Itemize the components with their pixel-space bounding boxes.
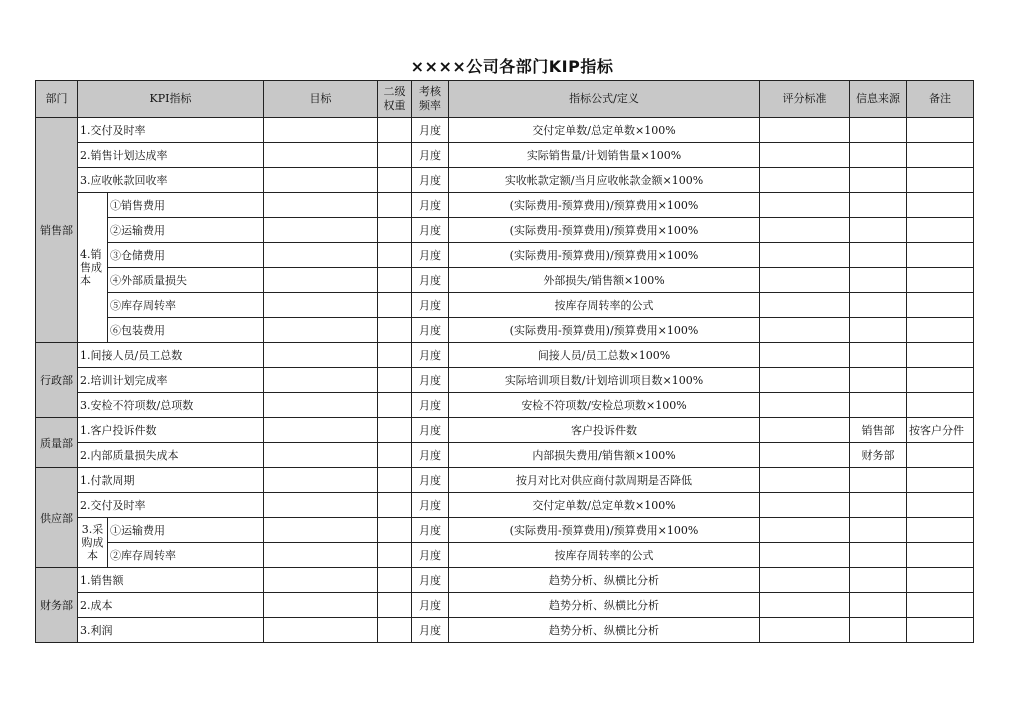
header-dept: 部门: [36, 81, 78, 118]
weight-cell[interactable]: [378, 243, 412, 268]
freq-cell[interactable]: 月度: [412, 168, 449, 193]
formula-cell[interactable]: (实际费用-预算费用)/预算费用×100%: [449, 318, 760, 343]
scoring-cell[interactable]: [760, 243, 850, 268]
formula-cell[interactable]: 趋势分析、纵横比分析: [449, 593, 760, 618]
kpi-cell[interactable]: 1.客户投诉件数: [78, 418, 264, 443]
freq-cell[interactable]: 月度: [412, 343, 449, 368]
kpi-cell[interactable]: ⑥包装费用: [108, 318, 264, 343]
weight-cell[interactable]: [378, 368, 412, 393]
weight-cell[interactable]: [378, 443, 412, 468]
weight-cell[interactable]: [378, 543, 412, 568]
header-scoring: 评分标准: [760, 81, 850, 118]
target-cell[interactable]: [264, 268, 378, 293]
kpi-cell[interactable]: ②运输费用: [108, 218, 264, 243]
note-cell[interactable]: [907, 493, 974, 518]
formula-cell[interactable]: (实际费用-预算费用)/预算费用×100%: [449, 518, 760, 543]
formula-cell[interactable]: 实际销售量/计划销售量×100%: [449, 143, 760, 168]
header-note: 备注: [907, 81, 974, 118]
formula-cell[interactable]: 内部损失费用/销售额×100%: [449, 443, 760, 468]
kpi-cell[interactable]: 3.利润: [78, 618, 264, 643]
header-row: [36, 81, 974, 118]
subgroup-sales-cost: 4.销售成本: [78, 193, 108, 343]
note-cell[interactable]: [907, 168, 974, 193]
note-cell[interactable]: [907, 543, 974, 568]
kpi-cell[interactable]: 1.交付及时率: [78, 118, 264, 143]
target-cell[interactable]: [264, 493, 378, 518]
freq-cell[interactable]: 月度: [412, 218, 449, 243]
formula-cell[interactable]: 安检不符项数/安检总项数×100%: [449, 393, 760, 418]
source-cell[interactable]: [850, 393, 907, 418]
kpi-cell[interactable]: ①运输费用: [108, 518, 264, 543]
weight-cell[interactable]: [378, 268, 412, 293]
target-cell[interactable]: [264, 343, 378, 368]
freq-cell[interactable]: 月度: [412, 193, 449, 218]
freq-cell[interactable]: 月度: [412, 118, 449, 143]
kpi-cell[interactable]: 1.间接人员/员工总数: [78, 343, 264, 368]
formula-cell[interactable]: 交付定单数/总定单数×100%: [449, 493, 760, 518]
kpi-table: [35, 80, 974, 643]
source-cell[interactable]: [850, 293, 907, 318]
table-row: [36, 518, 974, 543]
note-cell[interactable]: [907, 343, 974, 368]
target-cell[interactable]: [264, 368, 378, 393]
table-row: [36, 293, 974, 318]
scoring-cell[interactable]: [760, 143, 850, 168]
target-cell[interactable]: [264, 443, 378, 468]
table-row: [36, 193, 974, 218]
kpi-cell[interactable]: 2.培训计划完成率: [78, 368, 264, 393]
table-row: [36, 243, 974, 268]
table-row: [36, 368, 974, 393]
target-cell[interactable]: [264, 293, 378, 318]
source-cell[interactable]: 财务部: [850, 443, 907, 468]
formula-cell[interactable]: 实收帐款定额/当月应收帐款金额×100%: [449, 168, 760, 193]
weight-cell[interactable]: [378, 168, 412, 193]
weight-cell[interactable]: [378, 143, 412, 168]
freq-cell[interactable]: 月度: [412, 293, 449, 318]
freq-cell[interactable]: 月度: [412, 468, 449, 493]
table-row: [36, 568, 974, 593]
header-source: 信息来源: [850, 81, 907, 118]
dept-sales: 销售部: [36, 118, 78, 343]
source-cell[interactable]: [850, 368, 907, 393]
note-cell[interactable]: [907, 218, 974, 243]
note-cell[interactable]: [907, 368, 974, 393]
scoring-cell[interactable]: [760, 593, 850, 618]
target-cell[interactable]: [264, 393, 378, 418]
weight-cell[interactable]: [378, 318, 412, 343]
weight-cell[interactable]: [378, 568, 412, 593]
table-row: [36, 468, 974, 493]
scoring-cell[interactable]: [760, 193, 850, 218]
header-formula: 指标公式/定义: [449, 81, 760, 118]
kpi-cell[interactable]: ①销售费用: [108, 193, 264, 218]
source-cell[interactable]: [850, 218, 907, 243]
source-cell[interactable]: [850, 568, 907, 593]
formula-cell[interactable]: 外部损失/销售额×100%: [449, 268, 760, 293]
note-cell[interactable]: [907, 468, 974, 493]
dept-supply: 供应部: [36, 468, 78, 568]
kpi-cell[interactable]: ②库存周转率: [108, 543, 264, 568]
table-row: [36, 618, 974, 643]
target-cell[interactable]: [264, 593, 378, 618]
note-cell[interactable]: [907, 443, 974, 468]
source-cell[interactable]: [850, 543, 907, 568]
formula-cell[interactable]: (实际费用-预算费用)/预算费用×100%: [449, 218, 760, 243]
table-row: [36, 168, 974, 193]
source-cell[interactable]: [850, 143, 907, 168]
source-cell[interactable]: [850, 343, 907, 368]
scoring-cell[interactable]: [760, 293, 850, 318]
formula-cell[interactable]: 间接人员/员工总数×100%: [449, 343, 760, 368]
freq-cell[interactable]: 月度: [412, 143, 449, 168]
kpi-cell[interactable]: 2.内部质量损失成本: [78, 443, 264, 468]
table-row: [36, 543, 974, 568]
dept-finance: 财务部: [36, 568, 78, 643]
weight-cell[interactable]: [378, 593, 412, 618]
freq-cell[interactable]: 月度: [412, 493, 449, 518]
scoring-cell[interactable]: [760, 468, 850, 493]
note-cell[interactable]: [907, 593, 974, 618]
dept-quality: 质量部: [36, 418, 78, 468]
weight-cell[interactable]: [378, 518, 412, 543]
freq-cell[interactable]: 月度: [412, 368, 449, 393]
target-cell[interactable]: [264, 218, 378, 243]
source-cell[interactable]: [850, 193, 907, 218]
freq-cell[interactable]: 月度: [412, 243, 449, 268]
table-row: [36, 493, 974, 518]
weight-cell[interactable]: [378, 618, 412, 643]
target-cell[interactable]: [264, 318, 378, 343]
freq-cell[interactable]: 月度: [412, 443, 449, 468]
kpi-cell[interactable]: 1.销售额: [78, 568, 264, 593]
scoring-cell[interactable]: [760, 443, 850, 468]
kpi-cell[interactable]: 2.交付及时率: [78, 493, 264, 518]
freq-cell[interactable]: 月度: [412, 593, 449, 618]
freq-cell[interactable]: 月度: [412, 618, 449, 643]
weight-cell[interactable]: [378, 468, 412, 493]
formula-cell[interactable]: 客户投诉件数: [449, 418, 760, 443]
note-cell[interactable]: [907, 268, 974, 293]
scoring-cell[interactable]: [760, 418, 850, 443]
weight-cell[interactable]: [378, 193, 412, 218]
table-row: [36, 218, 974, 243]
weight-cell[interactable]: [378, 293, 412, 318]
freq-cell[interactable]: 月度: [412, 568, 449, 593]
page-title: ××××公司各部门KIP指标: [410, 57, 614, 76]
formula-cell[interactable]: 交付定单数/总定单数×100%: [449, 118, 760, 143]
source-cell[interactable]: [850, 243, 907, 268]
note-cell[interactable]: [907, 618, 974, 643]
kpi-cell[interactable]: ④外部质量损失: [108, 268, 264, 293]
note-cell[interactable]: [907, 393, 974, 418]
weight-cell[interactable]: [378, 118, 412, 143]
scoring-cell[interactable]: [760, 118, 850, 143]
dept-admin: 行政部: [36, 343, 78, 418]
kpi-cell[interactable]: 1.付款周期: [78, 468, 264, 493]
freq-cell[interactable]: 月度: [412, 393, 449, 418]
weight-cell[interactable]: [378, 418, 412, 443]
scoring-cell[interactable]: [760, 393, 850, 418]
weight-cell[interactable]: [378, 218, 412, 243]
table-row: [36, 418, 974, 443]
scoring-cell[interactable]: [760, 318, 850, 343]
header-target: 目标: [264, 81, 378, 118]
target-cell[interactable]: [264, 418, 378, 443]
freq-cell[interactable]: 月度: [412, 268, 449, 293]
subgroup-purchase-cost: 3.采购成本: [78, 518, 108, 568]
note-cell[interactable]: [907, 118, 974, 143]
kpi-cell[interactable]: ③仓储费用: [108, 243, 264, 268]
scoring-cell[interactable]: [760, 518, 850, 543]
formula-cell[interactable]: 按库存周转率的公式: [449, 543, 760, 568]
scoring-cell[interactable]: [760, 268, 850, 293]
target-cell[interactable]: [264, 118, 378, 143]
source-cell[interactable]: [850, 468, 907, 493]
target-cell[interactable]: [264, 568, 378, 593]
table-row: [36, 393, 974, 418]
source-cell[interactable]: [850, 518, 907, 543]
formula-cell[interactable]: (实际费用-预算费用)/预算费用×100%: [449, 193, 760, 218]
kpi-cell[interactable]: 3.安检不符项数/总项数: [78, 393, 264, 418]
weight-cell[interactable]: [378, 493, 412, 518]
target-cell[interactable]: [264, 193, 378, 218]
note-cell[interactable]: 按客户分件: [907, 418, 974, 443]
target-cell[interactable]: [264, 243, 378, 268]
target-cell[interactable]: [264, 543, 378, 568]
weight-cell[interactable]: [378, 393, 412, 418]
formula-cell[interactable]: 趋势分析、纵横比分析: [449, 568, 760, 593]
kpi-cell[interactable]: 2.成本: [78, 593, 264, 618]
table-row: [36, 318, 974, 343]
scoring-cell[interactable]: [760, 218, 850, 243]
freq-cell[interactable]: 月度: [412, 518, 449, 543]
note-cell[interactable]: [907, 518, 974, 543]
target-cell[interactable]: [264, 468, 378, 493]
table-row: [36, 118, 974, 143]
formula-cell[interactable]: 按月对比对供应商付款周期是否降低: [449, 468, 760, 493]
note-cell[interactable]: [907, 143, 974, 168]
target-cell[interactable]: [264, 168, 378, 193]
source-cell[interactable]: [850, 318, 907, 343]
table-row: [36, 593, 974, 618]
scoring-cell[interactable]: [760, 343, 850, 368]
note-cell[interactable]: [907, 293, 974, 318]
scoring-cell[interactable]: [760, 168, 850, 193]
note-cell[interactable]: [907, 193, 974, 218]
source-cell[interactable]: [850, 493, 907, 518]
table-row: [36, 343, 974, 368]
source-cell[interactable]: [850, 268, 907, 293]
weight-cell[interactable]: [378, 343, 412, 368]
kpi-cell[interactable]: 2.销售计划达成率: [78, 143, 264, 168]
table-row: [36, 443, 974, 468]
formula-cell[interactable]: (实际费用-预算费用)/预算费用×100%: [449, 243, 760, 268]
scoring-cell[interactable]: [760, 568, 850, 593]
header-kpi: KPI指标: [78, 81, 264, 118]
formula-cell[interactable]: 实际培训项目数/计划培训项目数×100%: [449, 368, 760, 393]
target-cell[interactable]: [264, 518, 378, 543]
source-cell[interactable]: 销售部: [850, 418, 907, 443]
target-cell[interactable]: [264, 618, 378, 643]
freq-cell[interactable]: 月度: [412, 318, 449, 343]
table-row: [36, 268, 974, 293]
scoring-cell[interactable]: [760, 618, 850, 643]
scoring-cell[interactable]: [760, 543, 850, 568]
kpi-cell[interactable]: 3.应收帐款回收率: [78, 168, 264, 193]
scoring-cell[interactable]: [760, 493, 850, 518]
formula-cell[interactable]: 按库存周转率的公式: [449, 293, 760, 318]
freq-cell[interactable]: 月度: [412, 543, 449, 568]
source-cell[interactable]: [850, 593, 907, 618]
kpi-cell[interactable]: ⑤库存周转率: [108, 293, 264, 318]
note-cell[interactable]: [907, 243, 974, 268]
target-cell[interactable]: [264, 143, 378, 168]
scoring-cell[interactable]: [760, 368, 850, 393]
note-cell[interactable]: [907, 568, 974, 593]
freq-cell[interactable]: 月度: [412, 418, 449, 443]
note-cell[interactable]: [907, 318, 974, 343]
header-freq: 考核频率: [412, 81, 449, 118]
table-row: [36, 143, 974, 168]
source-cell[interactable]: [850, 118, 907, 143]
formula-cell[interactable]: 趋势分析、纵横比分析: [449, 618, 760, 643]
source-cell[interactable]: [850, 618, 907, 643]
header-weight: 二级权重: [378, 81, 412, 118]
source-cell[interactable]: [850, 168, 907, 193]
